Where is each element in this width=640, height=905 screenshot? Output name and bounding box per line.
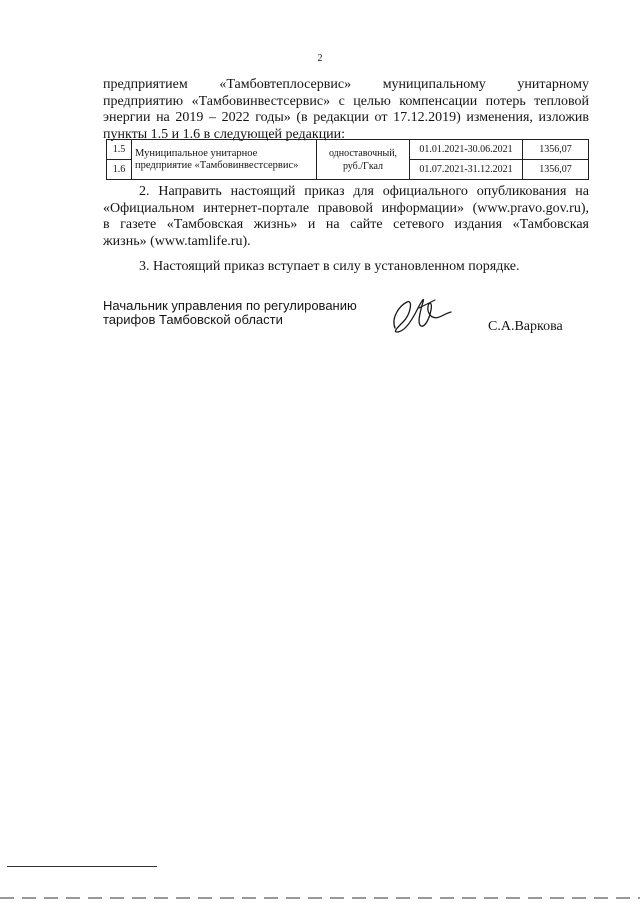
signer-name: С.А.Варкова (488, 319, 563, 334)
row-number: 1.6 (107, 160, 132, 180)
tariff-period: 01.01.2021-30.06.2021 (410, 140, 523, 160)
item-3-paragraph (103, 259, 589, 276)
intro-line: предприятию «Тамбовинвестсервис» с целью компенсации потерь тепловой (103, 93, 589, 109)
intro-line: пункты 1.5 и 1.6 в следующей редакции: (103, 126, 346, 142)
signer-title-line: Начальник управления по регулированию (103, 298, 357, 313)
item-2-paragraph (103, 184, 589, 250)
item-2-line: жизнь» (www.tamlife.ru). (103, 233, 251, 249)
intro-line: энергии на 2019 – 2022 годы» (в редакции от 17.12.2019) изменения, изложив (103, 110, 589, 125)
signer-title-line: тарифов Тамбовской области (103, 312, 283, 327)
page-number: 2 (317, 53, 323, 64)
footnote-rule (7, 866, 157, 867)
organization-name: Муниципальное унитарное предприятие «Тамбовинвестсервис» (132, 140, 317, 180)
intro-paragraph (103, 77, 589, 143)
intro-line: предприятием «Тамбовтеплосервис» муниципальному унитарному (103, 77, 589, 92)
tariff-value: 1356,07 (523, 140, 589, 160)
tariff-unit: одноставочный, руб./Гкал (317, 140, 410, 180)
item-2-line: «Официальном интернет-портале правовой информации» (www.pravo.gov.ru), (103, 200, 589, 216)
table-row (107, 140, 589, 160)
row-number: 1.5 (107, 140, 132, 160)
item-2-line: в газете «Тамбовская жизнь» и на сайте сетевого издания «Тамбовская (103, 217, 589, 232)
scan-edge (0, 897, 640, 899)
tariff-value: 1356,07 (523, 160, 589, 180)
handwritten-signature-icon (385, 288, 465, 338)
item-2-line: 2. Направить настоящий приказ для официального опубликования на (139, 184, 589, 199)
signer-title (103, 299, 357, 327)
item-3-line: 3. Настоящий приказ вступает в силу в установленном порядке. (139, 259, 520, 274)
tariff-period: 01.07.2021-31.12.2021 (410, 160, 523, 180)
tariff-table (106, 139, 589, 180)
